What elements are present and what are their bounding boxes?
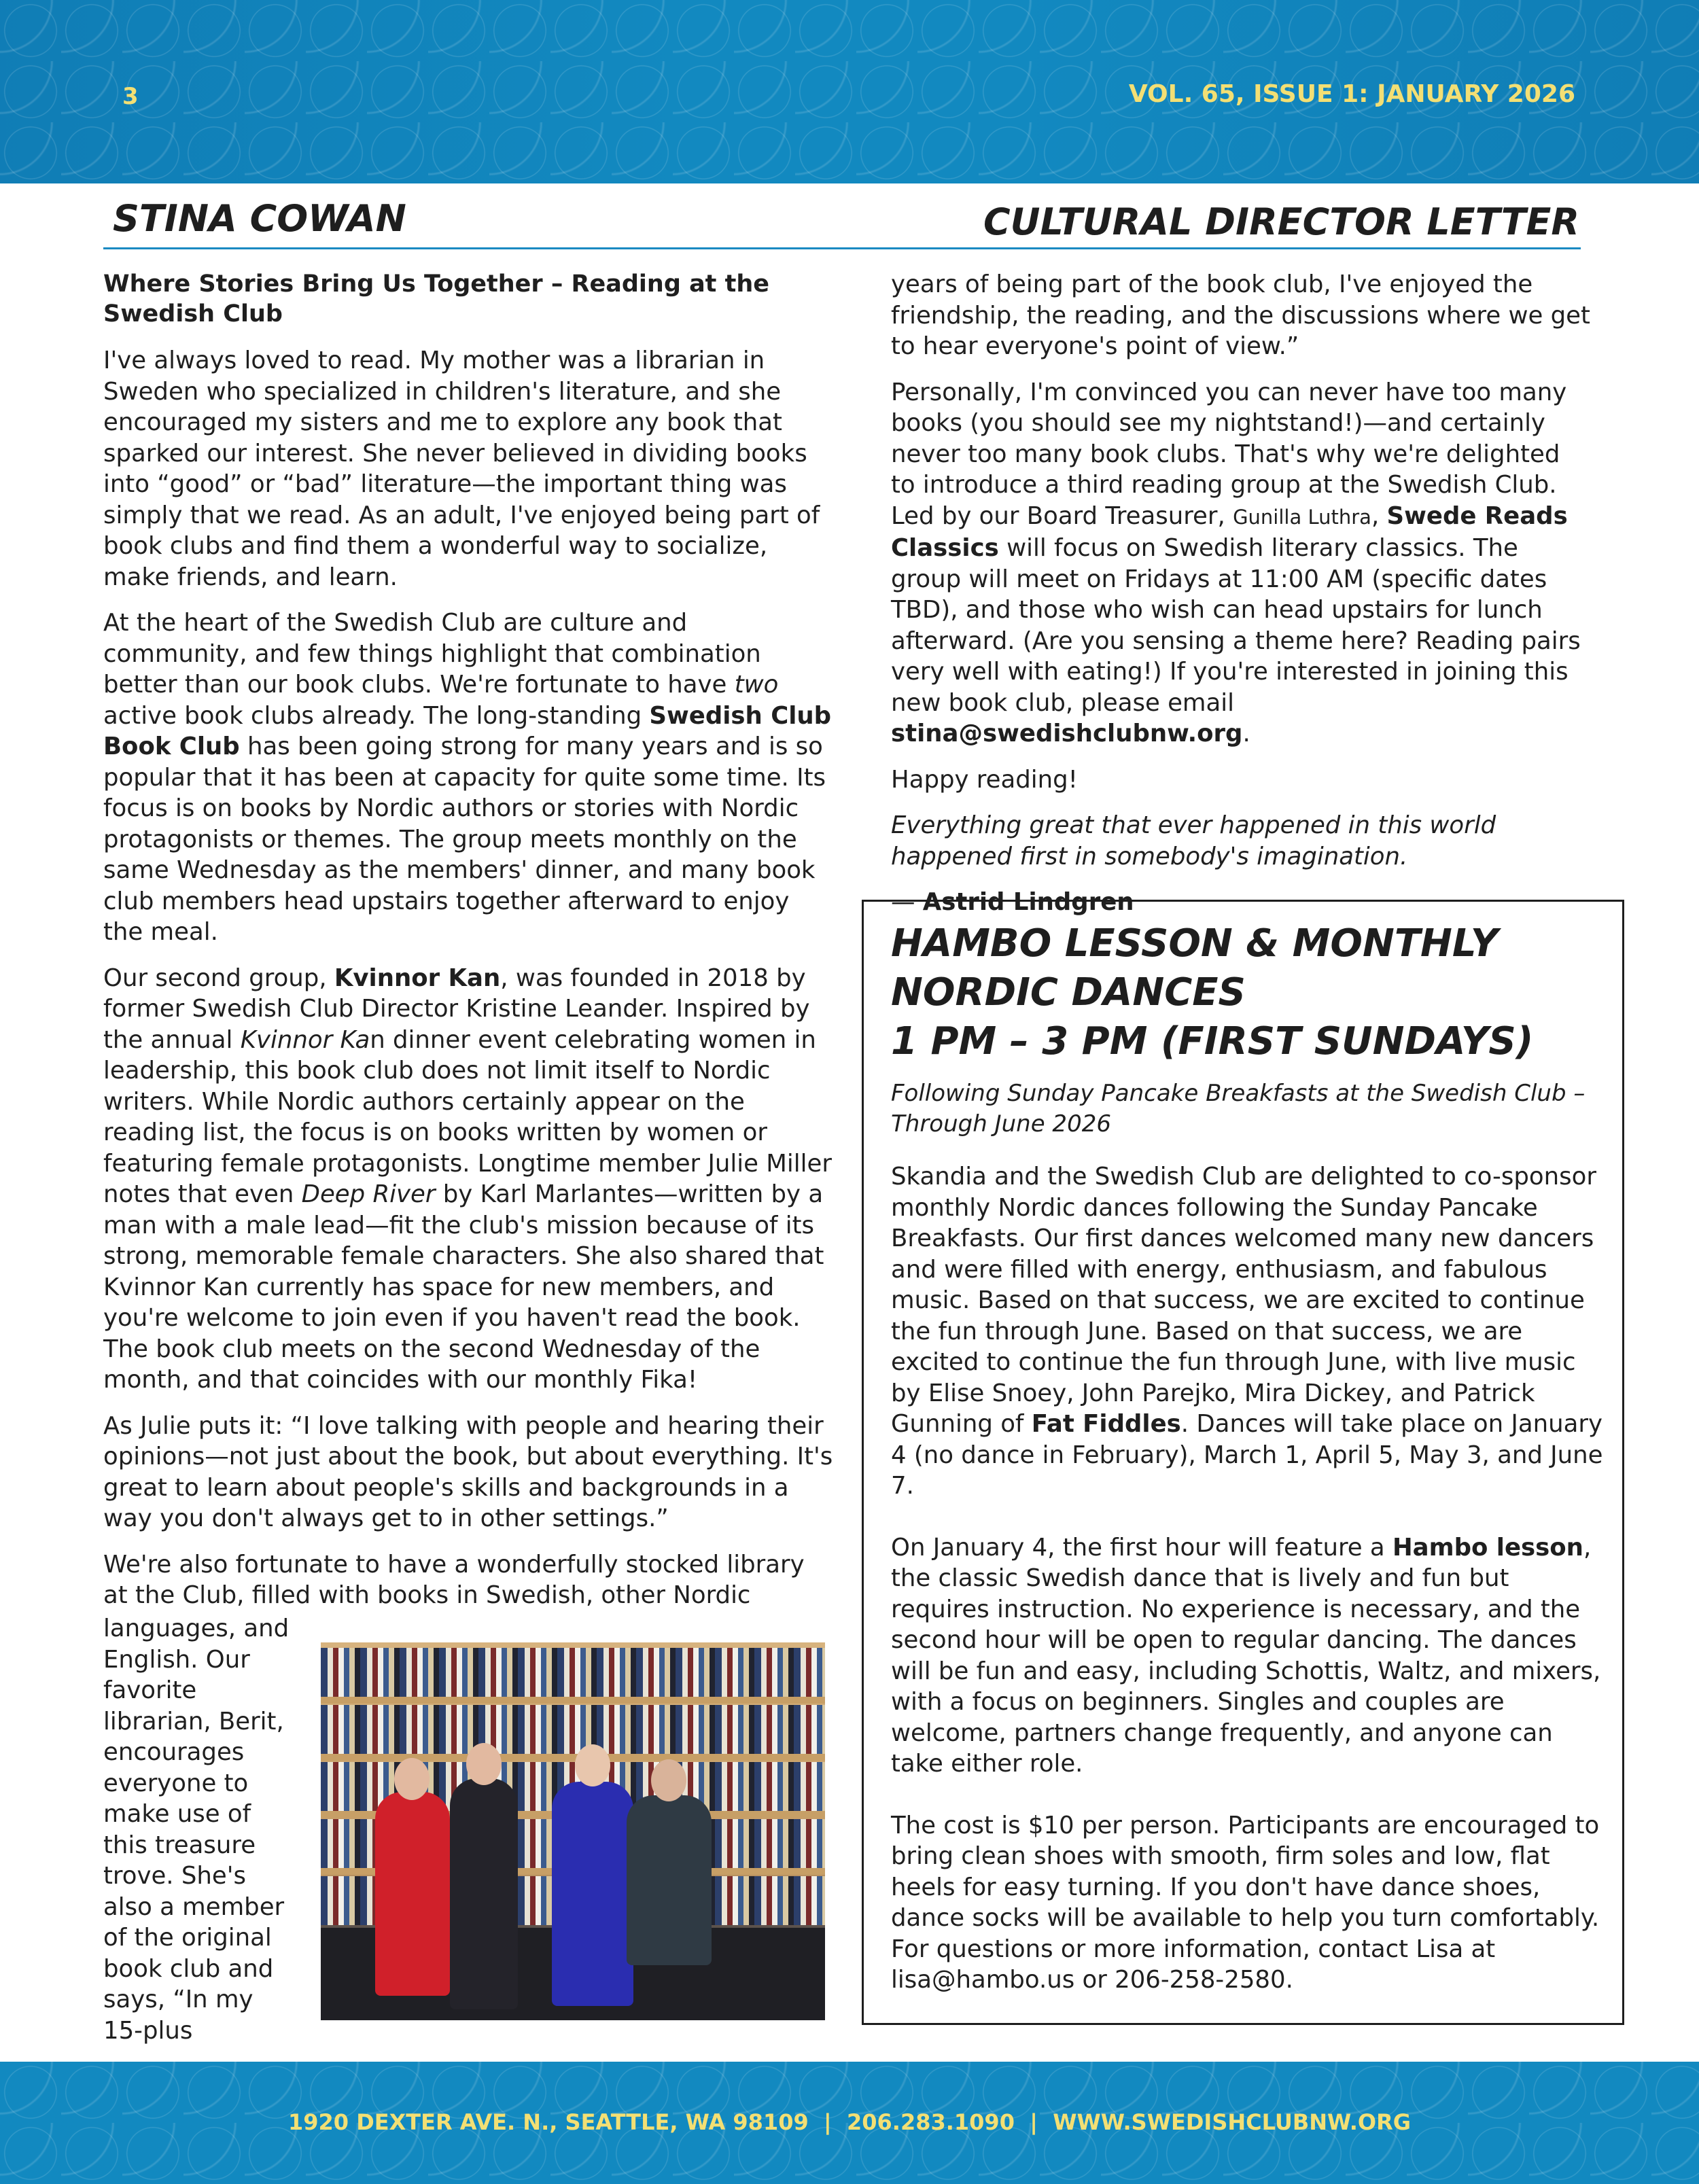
article-paragraph-5a: We're also fortunate to have a wonderfully stocked library at the Club, filled with books in Swedish, other Nordic xyxy=(103,1550,805,1609)
event-paragraph-2 xyxy=(891,1532,1605,1780)
person-head xyxy=(575,1744,610,1786)
article-paragraph-2 xyxy=(103,607,833,948)
text-run: will focus on Swedish literary classics. The group will meet on Fridays at 11:00 AM (specific dates TBD), and those who wish can head upstairs for lunch afterward. (Are you sensing a theme here? Reading pairs very well with eating!) If you're interested in joining this new book club, please email xyxy=(891,534,1581,717)
emphasis-text: Kvinnor Ka xyxy=(240,1025,370,1054)
person-red-sweater xyxy=(375,1792,450,1996)
lesson-name: Hambo lesson xyxy=(1392,1533,1583,1562)
closing-quote: Everything great that ever happened in this world happened first in somebody's imagination. xyxy=(891,811,1496,870)
article-paragraph-7 xyxy=(891,377,1591,750)
author-name: STINA COWAN xyxy=(113,197,406,240)
event-paragraph-3: The cost is $10 per person. Participants are encouraged to bring clean shoes with smooth, firm soles and low, flat heels for easy turning. If you don't have dance shoes, dance socks will be available to help you turn comfortably. For questions or more information, contact Lisa at lisa@hambo.us or 206-258-2580. xyxy=(891,1811,1600,1994)
band-name: Fat Fiddles xyxy=(1031,1410,1181,1438)
text-run: , the classic Swedish dance that is lively and fun but requires instruction. No experience is necessary, and the second hour will be open to regular dancing. The dances will be fun and easy, including Schottis, Waltz, and mixers, with a focus on beginners. Singles and couples are welcome, partners change frequently, and anyone can take either role. xyxy=(891,1533,1601,1778)
article-headline: Where Stories Bring Us Together – Reading at the Swedish Club xyxy=(103,270,769,328)
text-run: , xyxy=(1371,501,1387,530)
page-number: 3 xyxy=(122,83,139,110)
text-run: On January 4, the first hour will feature a xyxy=(891,1533,1393,1562)
article-left-column xyxy=(103,269,833,1611)
article-paragraph-4: As Julie puts it: “I love talking with people and hearing their opinions—not just about the book, but about everything. It's great to learn about people's skills and backgrounds in a way you don't always get to in other settings.” xyxy=(103,1411,833,1532)
article-paragraph-1: I've always loved to read. My mother was a librarian in Sweden who specialized in children's literature, and she encouraged my sisters and me to explore any book that sparked our interest. She never believed in dividing books into “good” or “bad” literature—the important thing was simply that we read. As an adult, I've enjoyed being part of book clubs and find them a wonderful way to socialize, make friends, and learn. xyxy=(103,347,820,591)
article-paragraph-3 xyxy=(103,963,833,1396)
text-run: has been going strong for many years and is so popular that it has been at capacity for quite some time. Its focus is on books by Nordic authors or stories with Nordic protagonists or themes. The group meets monthly on the same Wednesday as the members' dinner, and many book club members head upstairs together afterward to enjoy the meal. xyxy=(103,733,826,946)
emphasis-text: two xyxy=(734,671,779,699)
library-photo xyxy=(321,1642,825,2020)
bookshelf-row xyxy=(321,1705,825,1754)
person-head xyxy=(651,1759,686,1801)
text-run: — xyxy=(891,888,923,916)
book-club-name: Swedish Club Book Club xyxy=(103,701,832,760)
person-head xyxy=(394,1758,430,1800)
book-club-name: Kvinnor Kan xyxy=(334,964,501,992)
text-run: active book clubs already. The long-standing xyxy=(103,701,650,730)
event-title xyxy=(891,919,1605,1066)
text-run: At the heart of the Swedish Club are culture and community, and few things highlight that combination better than our book clubs. We're fortunate to have xyxy=(103,609,761,699)
event-time: 1 PM – 3 PM (FIRST SUNDAYS) xyxy=(891,1019,1534,1063)
person-head xyxy=(466,1743,502,1785)
person-dark-sweater xyxy=(627,1795,712,1965)
text-run: Our second group, xyxy=(103,964,334,992)
header-banner xyxy=(0,0,1699,183)
shelf-board xyxy=(321,1697,825,1704)
event-title-line: NORDIC DANCES xyxy=(891,970,1246,1015)
text-run: by Karl Marlantes—written by a man with a male lead—fit the club's mission because of its strong, memorable female characters. She also shared that Kvinnor Kan currently has space for new members, and you're welcome to join even if you haven't read the book. The book club meets on the second Wednesday of the month, and that coincides with our monthly Fika! xyxy=(103,1180,824,1394)
article-paragraph-5b: languages, and English. Our favorite librarian, Berit, encourages everyone to make use of this treasure trove. She's also a member of the original book club and says, “In my 15-plus xyxy=(103,1615,290,2045)
treasurer-name: Gunilla Luthra xyxy=(1233,505,1371,529)
event-title-line: HAMBO LESSON & MONTHLY xyxy=(891,921,1499,966)
department-title: CULTURAL DIRECTOR LETTER xyxy=(983,200,1579,243)
issue-label: VOL. 65, ISSUE 1: JANUARY 2026 xyxy=(1128,80,1575,108)
footer-address: 1920 DEXTER AVE. N., SEATTLE, WA 98109 | 206.283.1090 | WWW.SWEDISHCLUBNW.ORG xyxy=(288,2109,1411,2135)
event-subtitle: Following Sunday Pancake Breakfasts at the Swedish Club – Through June 2026 xyxy=(891,1080,1586,1138)
book-club-name: Swede Reads Classics xyxy=(891,501,1568,562)
quote-author: Astrid Lindgren xyxy=(922,888,1134,916)
text-run: , was founded in 2018 by former Swedish Club Director Kristine Leander. Inspired by the annual xyxy=(103,964,810,1054)
text-run: Personally, I'm convinced you can never have too many books (you should see my nightstand!)—and certainly never too many book clubs. That's why we're delighted to introduce a third reading group at the Swedish Club. Led by our Board Treasurer, xyxy=(891,378,1567,530)
article-right-column xyxy=(891,269,1591,933)
text-run: Skandia and the Swedish Club are delighted to co-sponsor monthly Nordic dances following the Sunday Pancake Breakfasts. Our first dances welcomed many new dancers and were filled with energy, enthusiasm, and fabulous music. Based on that success, we are excited to continue the fun through June. Based on that success, we are excited to continue the fun through June, with live music by Elise Snoey, John Parejko, Mira Dickey, and Patrick Gunning of xyxy=(891,1163,1596,1438)
article-paragraph-8: Happy reading! xyxy=(891,765,1078,794)
book-title: Deep River xyxy=(301,1180,436,1208)
text-run: . Dances will take place on January 4 (no dance in February), March 1, April 5, May 3, and June 7. xyxy=(891,1410,1603,1500)
title-rule xyxy=(103,247,1581,249)
shelf-board xyxy=(321,1754,825,1761)
event-paragraph-1 xyxy=(891,1161,1605,1502)
bookshelf-row xyxy=(321,1648,825,1697)
text-run: . xyxy=(1242,720,1250,747)
email-link[interactable]: stina@swedishclubnw.org xyxy=(891,720,1243,747)
article-paragraph-6: years of being part of the book club, I've enjoyed the friendship, the reading, and the discussions where we get to hear everyone's point of view.” xyxy=(891,270,1590,360)
person-blue-jacket xyxy=(552,1782,633,2006)
event-box xyxy=(862,900,1624,2025)
person-black-coat xyxy=(450,1778,518,2009)
text-run: n dinner event celebrating women in leadership, this book club does not limit itself to Nordic writers. While Nordic authors certainly appear on the reading list, the focus is on books written by women or featuring female protagonists. Longtime member Julie Miller notes that even xyxy=(103,1025,832,1208)
footer-banner xyxy=(0,2062,1699,2184)
